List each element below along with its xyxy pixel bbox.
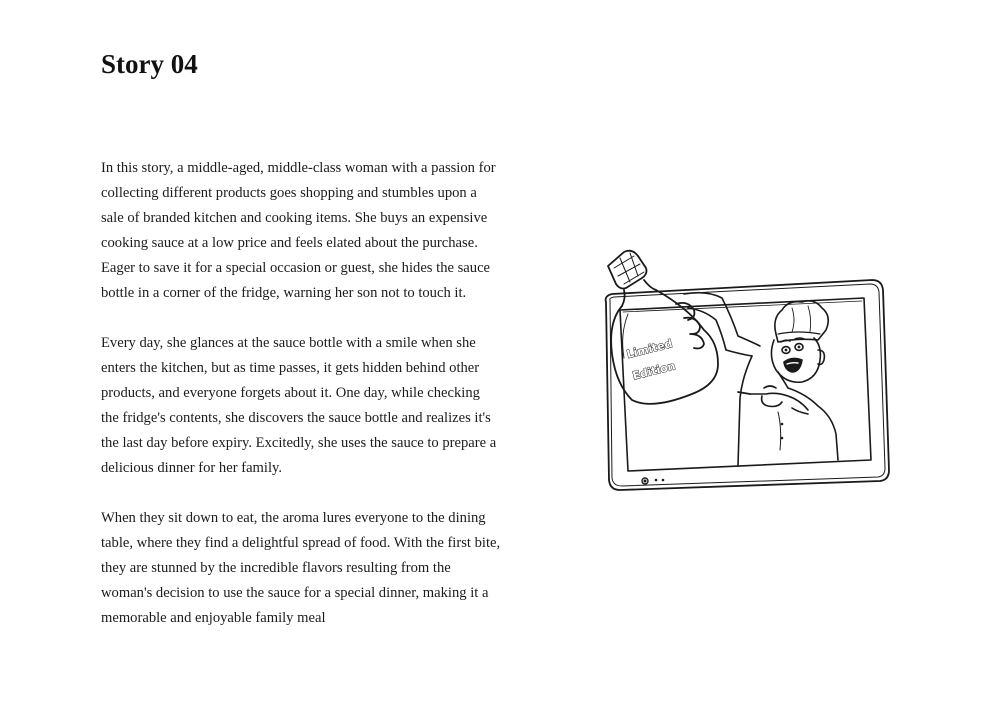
sauce-bottle-icon	[608, 251, 718, 404]
story-paragraph-1: In this story, a middle-aged, middle-class woman with a passion for collecting different products goes shopping and stumbles upon a sale of branded kitchen and cooking items. She buys an expensive cooking sauce at a low price and feels elated about the purchase. Eager to save it for a special occasion or guest, she hides the sauce bottle in a corner of the fridge, warning her son not to touch it.	[101, 160, 496, 301]
story-paragraph-3: When they sit down to eat, the aroma lures everyone to the dining table, where they find a delightful spread of food. With the first bite, they are stunned by the incredible flavors resulting from the woman's decision to use the sauce for a special dinner, making it a memorable and enjoyable family meal	[101, 510, 501, 626]
svg-text:Edition: Edition	[631, 359, 677, 383]
chef-figure	[684, 293, 838, 466]
tv-frame	[606, 280, 889, 490]
story-body	[101, 156, 501, 656]
svg-text:Limited: Limited	[625, 337, 674, 362]
chef-hat-icon	[775, 301, 828, 342]
tv-chef-illustration	[592, 238, 898, 500]
chef-head	[771, 338, 824, 382]
story-paragraph-2: Every day, she glances at the sauce bottle with a smile when she enters the kitchen, but as time passes, it gets hidden behind other products, and everyone forgets about it. One day, while checking the fridge's contents, she discovers the sauce bottle and realizes it's the last day before expiry. Excitedly, she uses the sauce to prepare a delicious dinner for her family.	[101, 335, 497, 476]
page-title: Story 04	[101, 49, 198, 79]
tv-buttons-icon	[642, 478, 664, 484]
